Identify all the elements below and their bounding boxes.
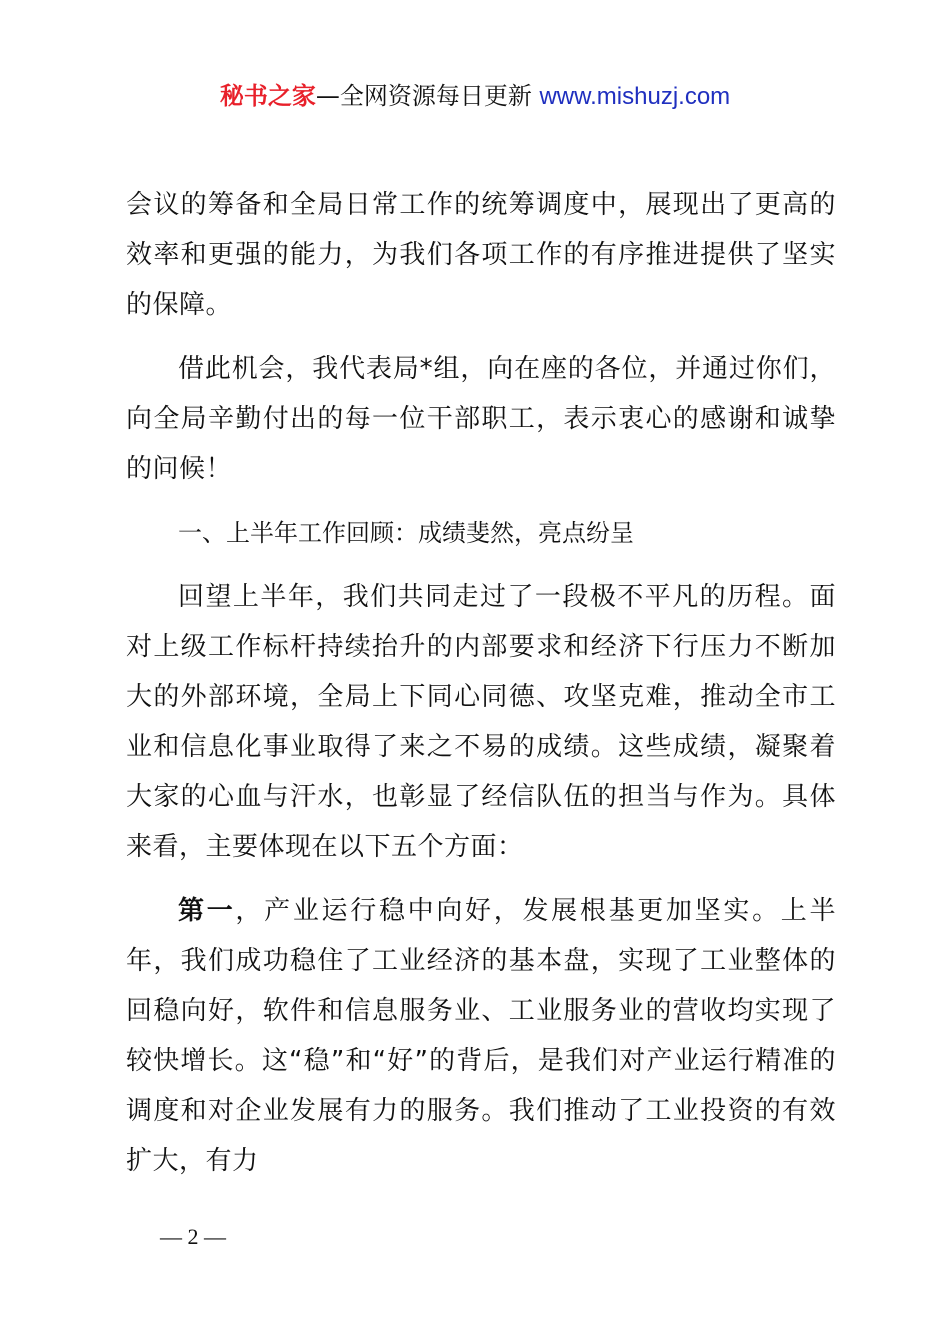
site-header bbox=[0, 80, 950, 113]
paragraph-first-point bbox=[126, 886, 836, 1186]
paragraph-thanks: 借此机会，我代表局*组，向在座的各位，并通过你们，向全局辛勤付出的每一位干部职工，表示衷心的感谢和诚挚的问候！ bbox=[126, 354, 836, 484]
section-heading: 一、上半年工作回顾：成绩斐然，亮点纷呈 bbox=[178, 519, 634, 547]
paragraph-lead-text: 第一 bbox=[178, 896, 236, 926]
document-body bbox=[126, 180, 836, 1200]
paragraph-continuation: 会议的筹备和全局日常工作的统筹调度中，展现出了更高的效率和更强的能力，为我们各项工作的有序推进提供了坚实的保障。 bbox=[126, 190, 836, 320]
site-brand: 秘书之家 bbox=[219, 82, 316, 110]
header-tagline: 全网资源每日更新 bbox=[339, 82, 540, 110]
site-url-link[interactable]: www.mishuzj.com bbox=[539, 83, 731, 110]
page-number: — 2 — bbox=[160, 1224, 226, 1249]
paragraph-review: 回望上半年，我们共同走过了一段极不平凡的历程。面对上级工作标杆持续抬升的内部要求和经济下行压力不断加大的外部环境，全局上下同心同德、攻坚克难，推动全市工业和信息化事业取得了来之不易的成绩。这些成绩，凝聚着大家的心血与汗水，也彰显了经信队伍的担当与作为。具体来看，主要体现在以下五个方面： bbox=[126, 582, 836, 862]
header-dash: — bbox=[315, 82, 340, 110]
paragraph-body-text: ，产业运行稳中向好，发展根基更加坚实。上半年，我们成功稳住了工业经济的基本盘，实现了工业整体的回稳向好，软件和信息服务业、工业服务业的营收均实现了较快增长。这“稳”和“好”的背后，是我们对产业运行精准的调度和对企业发展有力的服务。我们推动了工业投资的有效扩大，有力 bbox=[126, 896, 836, 1176]
